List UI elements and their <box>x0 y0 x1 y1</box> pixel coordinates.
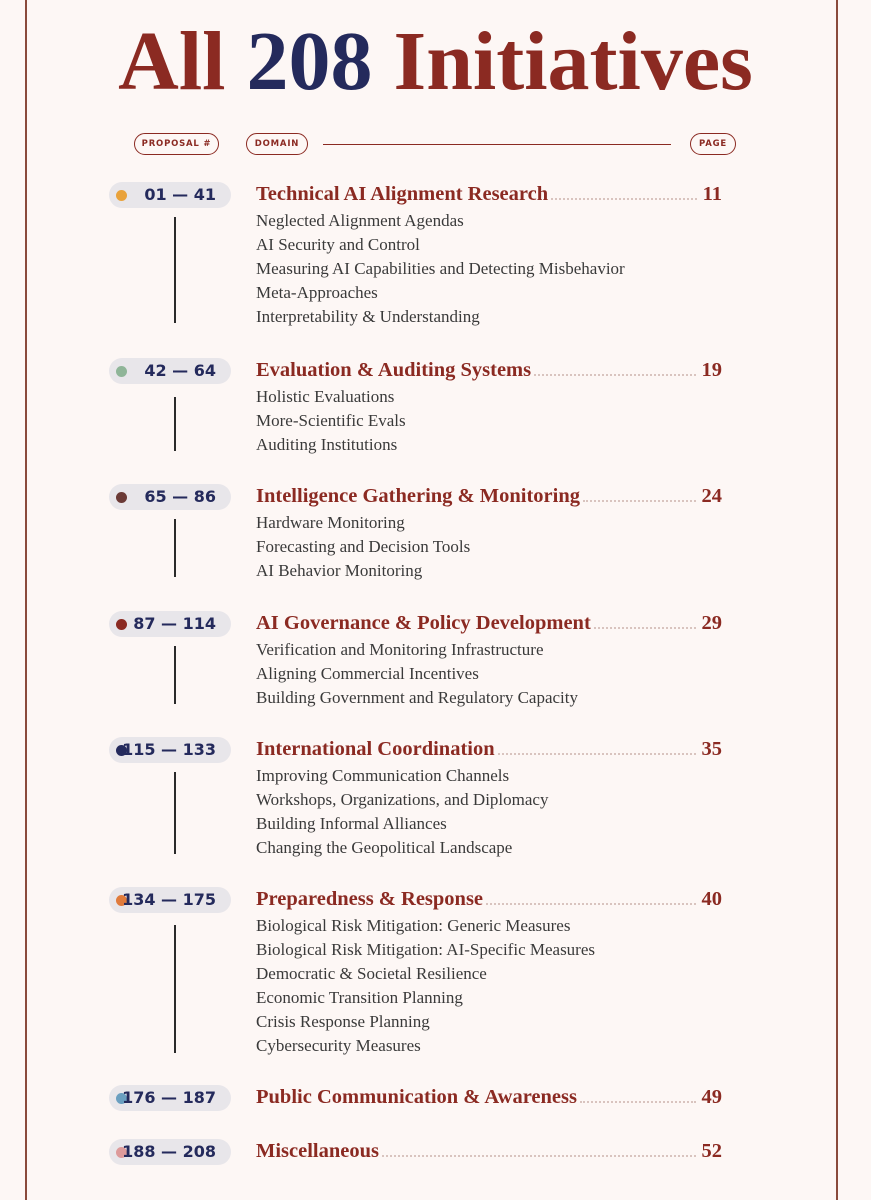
column-header-page: PAGE <box>690 133 736 155</box>
column-header-domain: DOMAIN <box>246 133 308 155</box>
proposal-range-text: 115 — 133 <box>122 740 216 759</box>
domain-entry[interactable] <box>256 359 722 385</box>
subdomain-item: Neglected Alignment Agendas <box>256 211 464 230</box>
proposal-range-text: 176 — 187 <box>122 1088 216 1107</box>
subdomain-item: Verification and Monitoring Infrastructure <box>256 640 544 659</box>
subdomain-item: Workshops, Organizations, and Diplomacy <box>256 790 549 809</box>
proposal-range-badge <box>109 484 231 510</box>
subdomain-item: More-Scientific Evals <box>256 411 406 430</box>
subdomain-item: Meta-Approaches <box>256 283 378 302</box>
bullet-dot-icon <box>116 619 127 630</box>
subdomain-item: Improving Communication Channels <box>256 766 510 785</box>
proposal-range-text: 42 — 64 <box>144 361 216 380</box>
subdomain-item: AI Security and Control <box>256 235 420 254</box>
page-number: 49 <box>701 1086 722 1108</box>
section-connector-line <box>174 925 176 1053</box>
page-number: 11 <box>702 183 722 205</box>
bullet-dot-icon <box>116 492 127 503</box>
proposal-range-badge <box>109 611 231 637</box>
section-connector-line <box>174 217 176 323</box>
proposal-range-text: 01 — 41 <box>144 185 216 204</box>
proposal-range-text: 188 — 208 <box>122 1142 216 1161</box>
subdomain-item: Building Informal Alliances <box>256 814 447 833</box>
subdomain-item: Biological Risk Mitigation: Generic Measures <box>256 916 571 935</box>
domain-title: Preparedness & Response <box>256 888 484 910</box>
domain-title: Miscellaneous <box>256 1140 379 1162</box>
domain-title: Technical AI Alignment Research <box>256 183 549 205</box>
subdomain-item: Democratic & Societal Resilience <box>256 964 487 983</box>
proposal-range-badge <box>109 887 231 913</box>
bullet-dot-icon <box>116 190 127 201</box>
domain-entry[interactable] <box>256 183 722 209</box>
proposal-range-badge <box>109 358 231 384</box>
section-connector-line <box>174 772 176 854</box>
dot-leader <box>551 184 696 200</box>
domain-entry[interactable] <box>256 485 722 511</box>
proposal-range-text: 65 — 86 <box>144 487 216 506</box>
dot-leader <box>594 613 696 629</box>
subdomain-item: Economic Transition Planning <box>256 988 463 1007</box>
page-number: 24 <box>701 485 722 507</box>
bullet-dot-icon <box>116 366 127 377</box>
proposal-range-badge <box>109 1139 231 1165</box>
dot-leader <box>583 486 696 502</box>
column-header-proposal: PROPOSAL # <box>134 133 219 155</box>
title-prefix: All <box>118 15 226 108</box>
domain-entry[interactable] <box>256 1086 722 1112</box>
proposal-range-text: 134 — 175 <box>122 890 216 909</box>
subdomain-item: Interpretability & Understanding <box>256 307 480 326</box>
dot-leader <box>498 739 696 755</box>
subdomain-item: AI Behavior Monitoring <box>256 561 423 580</box>
section-connector-line <box>174 397 176 451</box>
page-title <box>0 14 871 110</box>
page-number: 52 <box>701 1140 722 1162</box>
header-divider <box>323 144 671 145</box>
domain-title: International Coordination <box>256 738 495 760</box>
domain-title: AI Governance & Policy Development <box>256 612 591 634</box>
page-number: 19 <box>701 359 722 381</box>
subdomain-item: Forecasting and Decision Tools <box>256 537 471 556</box>
domain-title: Evaluation & Auditing Systems <box>256 359 532 381</box>
proposal-range-badge <box>109 182 231 208</box>
subdomain-item: Measuring AI Capabilities and Detecting Misbehavior <box>256 259 625 278</box>
subdomain-item: Building Government and Regulatory Capacity <box>256 688 578 707</box>
proposal-range-badge <box>109 1085 231 1111</box>
subdomain-item: Crisis Response Planning <box>256 1012 430 1031</box>
domain-entry[interactable] <box>256 612 722 638</box>
page-frame <box>25 0 838 1200</box>
dot-leader <box>534 360 695 376</box>
domain-title: Intelligence Gathering & Monitoring <box>256 485 580 507</box>
dot-leader <box>382 1141 696 1157</box>
domain-entry[interactable] <box>256 738 722 764</box>
subdomain-item: Cybersecurity Measures <box>256 1036 421 1055</box>
title-number: 208 <box>246 15 373 108</box>
domain-title: Public Communication & Awareness <box>256 1086 577 1108</box>
section-connector-line <box>174 519 176 577</box>
subdomain-item: Aligning Commercial Incentives <box>256 664 479 683</box>
proposal-range-text: 87 — 114 <box>133 614 216 633</box>
dot-leader <box>486 889 695 905</box>
page-number: 40 <box>701 888 722 910</box>
subdomain-item: Auditing Institutions <box>256 435 398 454</box>
subdomain-item: Holistic Evaluations <box>256 387 395 406</box>
domain-entry[interactable] <box>256 888 722 914</box>
proposal-range-badge <box>109 737 231 763</box>
dot-leader <box>580 1087 696 1103</box>
title-suffix: Initiatives <box>393 15 753 108</box>
subdomain-item: Biological Risk Mitigation: AI-Specific Measures <box>256 940 596 959</box>
domain-entry[interactable] <box>256 1140 722 1166</box>
subdomain-item: Hardware Monitoring <box>256 513 405 532</box>
page-number: 29 <box>701 612 722 634</box>
section-connector-line <box>174 646 176 704</box>
subdomain-item: Changing the Geopolitical Landscape <box>256 838 513 857</box>
page-number: 35 <box>701 738 722 760</box>
